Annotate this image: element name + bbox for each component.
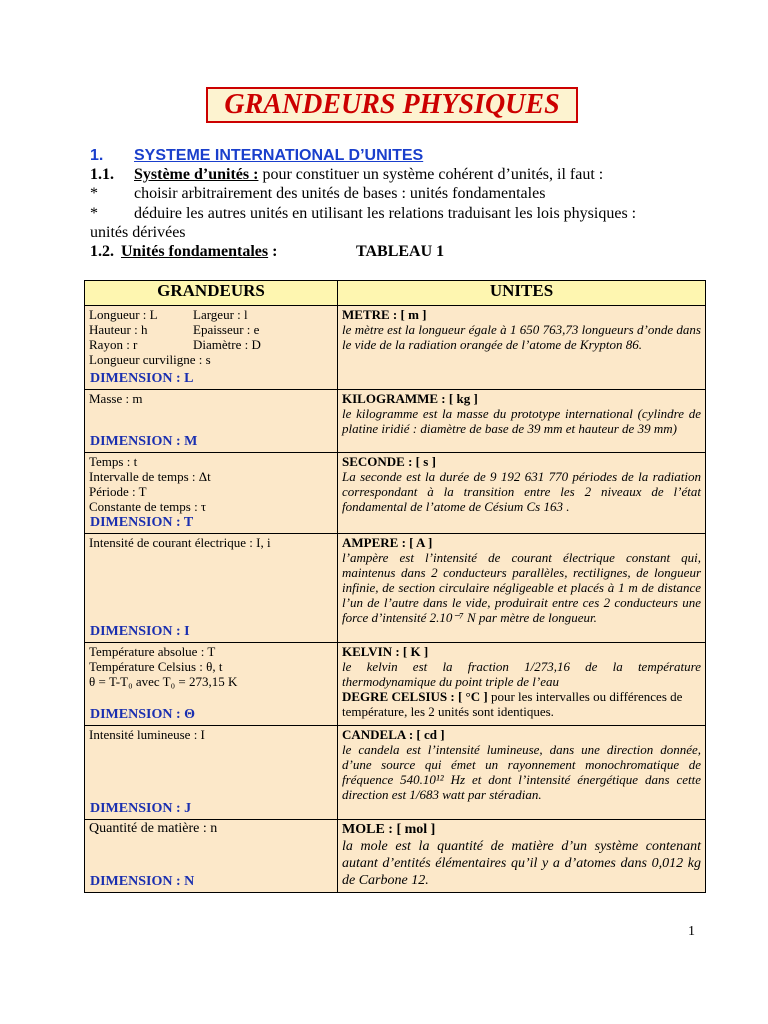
quantity-text: Longueur curviligne : s [89,352,211,367]
unit-definition: le kilogramme est la masse du prototype international (cylindre de platine iridié : diamètre de base de 39 mm et hauteur de 39 mm) [342,406,701,436]
subsection-label: Système d’unités : [134,166,259,183]
quantity-cell [85,643,338,726]
quantity-text: Constante de temps : τ [89,499,207,514]
unit-definition: l’ampère est l’intensité de courant électrique constant qui, maintenus dans 2 conducteurs parallèles, rectilignes, de longueur infinie, de section circulaire négligeable et placés à 1 m de distance l’un de l’autre dans le vide, produirait entre ces 2 conducteurs une force d’intensité 2.10⁻⁷ N par mètre de longueur. [342,550,701,625]
quantity-text: Diamètre : D [193,337,261,352]
quantity-cell [85,453,338,534]
unit-definition: la mole est la quantité de matière d’un système contenant autant d’entités élémentaires qu’il y a d’atomes dans 0,012 kg de Carbone 12. [342,839,701,888]
quantity-cell [85,820,338,893]
unit-cell [338,390,706,453]
quantity-text: Rayon : r [89,337,138,352]
unit-definition: le candela est l’intensité lumineuse, dans une direction donnée, d’une source qui émet un rayonnement monochromatique de fréquence 540.10¹² Hz et dont l’intensité énergétique dans cette direction est 1/683 watt par stéradian. [342,742,701,802]
quantity-text: Intensité de courant électrique : I, i [89,535,271,550]
dimension-label: DIMENSION : I [90,624,190,639]
subsection-number: 1.1. [90,166,114,183]
quantity-text: Intervalle de temps : Δt [89,469,211,484]
table-row [85,453,706,534]
unit-name: CANDELA : [ cd ] [342,727,445,742]
quantity-text: Température Celsius : θ, t [89,659,223,674]
dimension-label: DIMENSION : T [90,515,194,530]
dimension-label: DIMENSION : L [90,371,194,386]
section-number: 1. [90,147,104,164]
quantity-cell [85,390,338,453]
quantity-cell [85,534,338,643]
dimension-label: DIMENSION : N [90,874,195,889]
table-row [85,820,706,893]
quantity-cell [85,306,338,390]
quantity-text: θ = T-T₀ avec T₀ = 273,15 K [89,674,238,689]
quantity-text: Largeur : l [193,307,248,322]
table-row [85,643,706,726]
subsection-1-1 [90,166,603,184]
table-label: TABLEAU 1 [356,243,445,260]
subsection-label: Unités fondamentales [121,243,269,260]
bullet-continuation: unités dérivées [90,224,186,241]
unit-cell [338,306,706,390]
dimension-label: DIMENSION : J [90,801,192,816]
unit-definition: le mètre est la longueur égale à 1 650 763,73 longueurs d’onde dans le vide de la radiation orangée de l’atome de Krypton 86. [342,322,701,352]
table-row [85,390,706,453]
quantity-text: Longueur : L [89,307,158,322]
table-row [85,534,706,643]
quantity-text: Intensité lumineuse : I [89,727,205,742]
table-row [85,306,706,390]
quantity-text: Température absolue : T [89,644,216,659]
unit-note: pour les intervalles ou différences de température, les 2 unités sont identiques. [342,689,683,719]
unit-name: SECONDE : [ s ] [342,454,436,469]
column-header-grandeurs: GRANDEURS [85,281,338,306]
bullet-mark: * [90,185,98,202]
table-row [85,726,706,820]
dimension-label: DIMENSION : Θ [90,707,196,722]
page-title: GRANDEURS PHYSIQUES [206,87,578,123]
unit-cell [338,534,706,643]
bullet-item [90,185,545,203]
units-table [84,280,706,893]
unit-definition: le kelvin est la fraction 1/273,16 de la température thermodynamique du point triple de l’eau [342,659,701,689]
unit-name: AMPERE : [ A ] [342,535,433,550]
unit-cell [338,820,706,893]
unit-cell [338,643,706,726]
dimension-label: DIMENSION : M [90,434,198,449]
quantity-text: Temps : t [89,454,138,469]
section-heading [90,147,423,165]
unit-cell [338,453,706,534]
quantity-text: Masse : m [89,391,143,406]
unit-definition: La seconde est la durée de 9 192 631 770 périodes de la radiation correspondant à la transition entre les 2 niveaux de l’état fondamental de l’atome de Césium Cs 163 . [342,469,701,514]
bullet-mark: * [90,205,98,222]
unit-name: MOLE : [ mol ] [342,822,436,837]
bullet-text: déduire les autres unités en utilisant les relations traduisant les lois physiques : [134,205,637,222]
bullet-item [90,205,700,223]
column-header-unites: UNITES [338,281,706,306]
subsection-number: 1.2. [90,243,114,260]
unit-name: KELVIN : [ K ] [342,644,429,659]
quantity-text: Epaisseur : e [193,322,260,337]
unit-name: METRE : [ m ] [342,307,427,322]
page-number: 1 [688,924,695,939]
section-label: SYSTEME INTERNATIONAL D’UNITES [134,147,424,164]
quantity-text: Période : T [89,484,147,499]
quantity-text: Hauteur : h [89,322,148,337]
unit-name: DEGRE CELSIUS : [ °C ] [342,689,488,704]
quantity-cell [85,726,338,820]
quantity-text: Quantité de matière : n [89,821,218,836]
unit-cell [338,726,706,820]
unit-name: KILOGRAMME : [ kg ] [342,391,478,406]
subsection-colon: : [268,243,278,260]
table-header-row [85,281,706,306]
subsection-1-2 [90,243,445,261]
subsection-text: pour constituer un système cohérent d’unités, il faut : [258,166,604,183]
bullet-text: choisir arbitrairement des unités de bases : unités fondamentales [134,185,546,202]
